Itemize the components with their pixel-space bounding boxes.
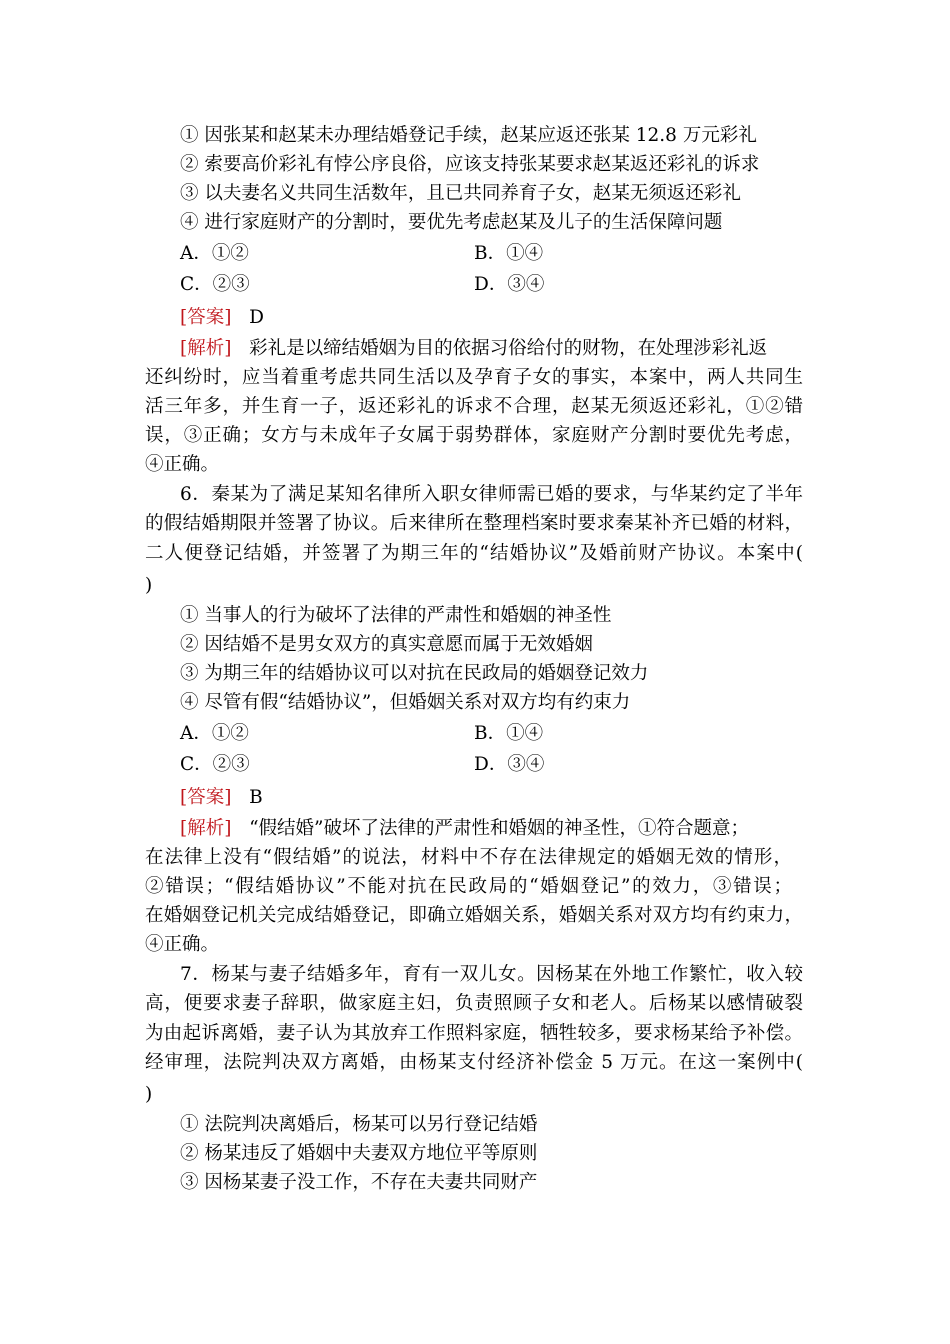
q6-analysis-line-2: 在法律上没有“假结婚”的说法，材料中不存在法律规定的婚姻无效的情形， [145, 847, 792, 868]
q6-analysis-line-4: 在婚姻登记机关完成结婚登记，即确立婚姻关系，婚姻关系对双方均有约束力， [145, 905, 803, 926]
answer-tag: [答案] [180, 787, 232, 808]
answer-value: D [249, 307, 264, 328]
q6-analysis-line-1 [180, 816, 749, 842]
q5-option-b: B．①④ [474, 243, 544, 264]
q6-option-d: D．③④ [474, 754, 545, 775]
q5-statement-2: ② 索要高价彩礼有悖公序良俗，应该支持张某要求赵某返还彩礼的诉求 [180, 154, 760, 175]
q6-option-a: A．①② [180, 723, 249, 744]
q6-statement-1: ① 当事人的行为破坏了法律的严肃性和婚姻的神圣性 [180, 605, 612, 626]
analysis-tag: [解析] [180, 818, 232, 839]
q5-statement-1: ① 因张某和赵某未办理结婚登记手续，赵某应返还张某 12.8 万元彩礼 [180, 125, 757, 146]
q5-statement-4: ④ 进行家庭财产的分割时，要优先考虑赵某及儿子的生活保障问题 [180, 212, 723, 233]
q6-statement-3: ③ 为期三年的结婚协议可以对抗在民政局的婚姻登记效力 [180, 663, 649, 684]
q6-analysis-line-3: ②错误；“假结婚协议”不能对抗在民政局的“婚姻登记”的效力，③错误； [145, 876, 792, 897]
q6-stem-line-1: 6．秦某为了满足某知名律所入职女律师需已婚的要求，与华某约定了半年 [180, 484, 803, 505]
analysis-text: “假结婚”破坏了法律的严肃性和婚姻的神圣性，①符合题意； [249, 818, 750, 839]
q5-answer-line [180, 305, 264, 331]
answer-tag: [答案] [180, 307, 232, 328]
q6-stem-line-2: 的假结婚期限并签署了协议。后来律所在整理档案时要求秦某补齐已婚的材料， [145, 513, 803, 534]
q5-analysis-line-1 [180, 336, 767, 362]
q7-stem-line-5: ) [145, 1084, 153, 1105]
q5-option-a: A．①② [180, 243, 249, 264]
q5-option-c: C．②③ [180, 274, 250, 295]
answer-value: B [249, 787, 263, 808]
q5-analysis-line-5: ④正确。 [145, 454, 220, 475]
q7-stem-line-2: 高，便要求妻子辞职，做家庭主妇，负责照顾子女和老人。后杨某以感情破裂 [145, 993, 803, 1014]
q7-statement-2: ② 杨某违反了婚姻中夫妻双方地位平等原则 [180, 1143, 538, 1164]
q6-option-c: C．②③ [180, 754, 250, 775]
analysis-text: 彩礼是以缔结婚姻为目的依据习俗给付的财物，在处理涉彩礼返 [249, 338, 768, 359]
q6-stem-line-4: ) [145, 575, 153, 596]
q5-statement-3: ③ 以夫妻名义共同生活数年，且已共同养育子女，赵某无须返还彩礼 [180, 183, 741, 204]
q6-option-b: B．①④ [474, 723, 544, 744]
q6-analysis-line-5: ④正确。 [145, 934, 220, 955]
q5-analysis-line-4: 误，③正确；女方与未成年子女属于弱势群体，家庭财产分割时要优先考虑， [145, 425, 803, 446]
q6-stem-line-3: 二人便登记结婚，并签署了为期三年的“结婚协议”及婚前财产协议。本案中( [145, 543, 803, 564]
q7-stem-line-1: 7．杨某与妻子结婚多年，育有一双儿女。因杨某在外地工作繁忙，收入较 [180, 964, 803, 985]
q5-analysis-line-3: 活三年多，并生育一子，返还彩礼的诉求不合理，赵某无须返还彩礼，①②错 [145, 396, 803, 417]
q6-answer-line [180, 785, 263, 811]
q6-statement-4: ④ 尽管有假“结婚协议”，但婚姻关系对双方均有约束力 [180, 692, 631, 713]
q7-stem-line-3: 为由起诉离婚，妻子认为其放弃工作照料家庭，牺牲较多，要求杨某给予补偿。 [145, 1023, 803, 1044]
q5-analysis-line-2: 还纠纷时，应当着重考虑共同生活以及孕育子女的事实，本案中，两人共同生 [145, 367, 803, 388]
q7-statement-3: ③ 因杨某妻子没工作，不存在夫妻共同财产 [180, 1172, 538, 1193]
analysis-tag: [解析] [180, 338, 232, 359]
q6-statement-2: ② 因结婚不是男女双方的真实意愿而属于无效婚姻 [180, 634, 593, 655]
q7-stem-line-4: 经审理，法院判决双方离婚，由杨某支付经济补偿金 5 万元。在这一案例中( [145, 1052, 803, 1073]
q7-statement-1: ① 法院判决离婚后，杨某可以另行登记结婚 [180, 1114, 538, 1135]
q5-option-d: D．③④ [474, 274, 545, 295]
